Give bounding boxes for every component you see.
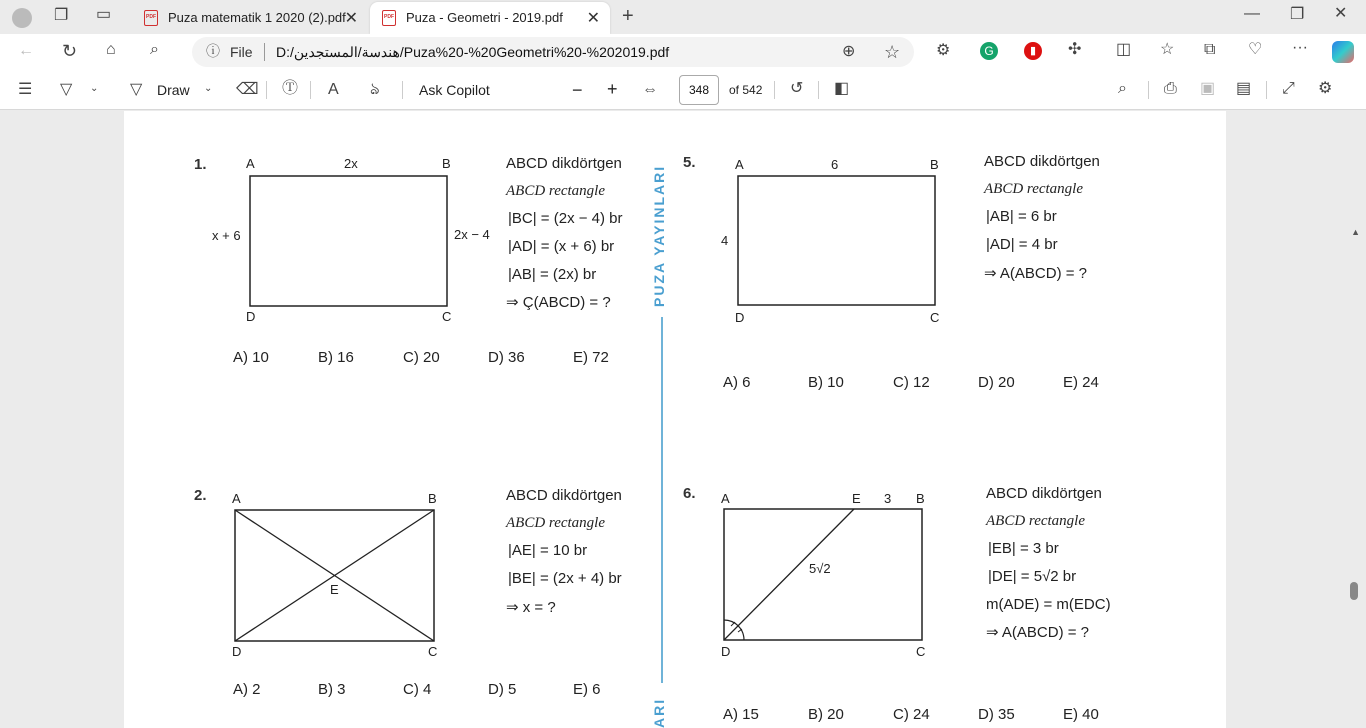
answer-option: A) 10 <box>233 349 269 366</box>
publisher-brand: PUZA YAYINLARI <box>651 164 667 307</box>
url-text[interactable]: D:/هندسة/المستجدين/Puza%20-%20Geometri%20-%202019.pdf <box>276 44 670 60</box>
answer-option: C) 4 <box>403 681 432 698</box>
answer-option: A) 2 <box>233 681 261 698</box>
collections-icon[interactable]: ⧉ <box>1204 41 1216 58</box>
question-text: |AD| = (x + 6) br <box>508 238 615 255</box>
answer-option: D) 35 <box>978 706 1015 723</box>
question-text: ABCD dikdörtgen <box>506 487 622 504</box>
question-text: ABCD dikdörtgen <box>506 155 622 172</box>
vertex-label: D <box>721 644 731 659</box>
answer-option: B) 20 <box>808 706 844 723</box>
vertex-label: C <box>916 644 926 659</box>
q1-rectangle-figure <box>249 175 449 307</box>
side-label: 2x <box>344 156 358 171</box>
side-label: 2x − 4 <box>454 227 490 242</box>
restore-icon[interactable]: ❐ <box>1290 6 1305 23</box>
answer-option: C) 12 <box>893 374 930 391</box>
q5-rectangle-figure <box>737 175 937 307</box>
question-text: |BE| = (2x + 4) br <box>508 570 622 587</box>
save-as-icon[interactable]: ▤ <box>1236 80 1252 97</box>
minimize-icon[interactable]: — <box>1244 5 1260 22</box>
vertex-label: C <box>442 309 452 324</box>
question-text: ABCD dikdörtgen <box>986 485 1102 502</box>
question-text: ABCD dikdörtgen <box>984 153 1100 170</box>
question-text: ⇒ Ç(ABCD) = ? <box>506 294 611 311</box>
diagonal-label: 5√2 <box>809 561 831 576</box>
highlight-icon[interactable]: ▽ <box>60 81 73 98</box>
tab-puza-matematik[interactable] <box>132 2 368 34</box>
page-number-input[interactable]: 348 <box>679 75 719 105</box>
back-icon[interactable]: ← <box>18 42 34 59</box>
vertex-label: E <box>330 582 339 597</box>
answer-option: E) 24 <box>1063 374 1099 391</box>
vertex-label: D <box>232 644 242 659</box>
vertex-label: B <box>442 156 451 171</box>
tab-bar <box>0 0 1366 34</box>
save-icon[interactable]: ▣ <box>1200 80 1216 97</box>
favorites-icon[interactable]: ☆ <box>1160 41 1175 58</box>
answer-option: B) 3 <box>318 681 346 698</box>
read-aloud-icon[interactable]: A <box>328 81 339 98</box>
question-number: 2. <box>194 487 207 504</box>
vertex-label: B <box>930 157 939 172</box>
question-text: |AB| = (2x) br <box>508 266 597 283</box>
vertex-label: C <box>428 644 438 659</box>
address-bar <box>0 34 1366 70</box>
question-text: ⇒ x = ? <box>506 599 556 616</box>
question-text: ABCD rectangle <box>506 183 606 199</box>
tab-title: Puza - Geometri - 2019.pdf <box>406 10 563 25</box>
extension-gear-icon[interactable]: ⚙ <box>936 42 951 59</box>
tab-actions-icon[interactable]: ▭ <box>96 6 112 23</box>
pdf-icon: PDF <box>144 10 158 26</box>
vertex-label: D <box>246 309 256 324</box>
column-divider <box>661 317 663 683</box>
vertex-label: C <box>930 310 940 325</box>
extensions-icon[interactable]: ✣ <box>1068 41 1082 58</box>
scrollbar-thumb[interactable] <box>1350 582 1358 600</box>
vertex-label: A <box>232 491 241 506</box>
question-text: |AD| = 4 br <box>986 236 1058 253</box>
print-icon[interactable]: ⎙ <box>1164 80 1177 97</box>
question-text: ABCD rectangle <box>506 515 606 531</box>
workspaces-icon[interactable]: ❐ <box>54 7 69 24</box>
adblock-icon[interactable]: ▮ <box>1024 42 1042 60</box>
chevron-down-icon[interactable]: ⌄ <box>204 83 213 94</box>
info-icon[interactable]: ⓘ <box>206 43 220 59</box>
question-number: 6. <box>683 485 696 502</box>
url-field[interactable] <box>192 37 914 67</box>
question-number: 5. <box>683 154 696 171</box>
new-tab-icon[interactable]: + <box>622 5 634 27</box>
zoom-in-button[interactable]: + <box>607 79 618 99</box>
side-label: 4 <box>721 233 729 248</box>
tab-puza-geometri[interactable] <box>370 2 610 34</box>
grammarly-icon[interactable]: G <box>980 42 998 60</box>
split-screen-icon[interactable]: ◫ <box>1116 41 1132 58</box>
contents-icon[interactable]: ☰ <box>18 81 33 98</box>
question-text: ⇒ A(ABCD) = ? <box>986 624 1090 641</box>
answer-option: D) 5 <box>488 681 517 698</box>
divider <box>402 81 403 99</box>
divider <box>774 81 775 99</box>
page-view-icon[interactable]: ◧ <box>834 80 850 97</box>
divider <box>310 81 311 99</box>
scroll-up-icon[interactable]: ▲ <box>1351 227 1360 237</box>
text-box-icon[interactable]: Ⓣ <box>282 80 299 97</box>
settings-icon[interactable]: ⚙ <box>1318 80 1333 97</box>
answer-option: D) 20 <box>978 374 1015 391</box>
question-text: |DE| = 5√2 br <box>988 568 1077 585</box>
ask-copilot-button[interactable]: Ask Copilot <box>419 82 490 98</box>
zoom-out-button[interactable]: − <box>572 80 583 100</box>
file-label: File <box>230 44 253 60</box>
question-text: |AB| = 6 br <box>986 208 1057 225</box>
vertex-label: B <box>428 491 437 506</box>
draw-icon[interactable]: ▽ <box>130 81 143 98</box>
zoom-icon[interactable]: ⊕ <box>842 43 856 60</box>
copilot-icon[interactable] <box>1332 41 1354 63</box>
answer-option: C) 20 <box>403 349 440 366</box>
home-icon[interactable]: ⌂ <box>106 41 116 58</box>
vertex-label: A <box>721 491 730 506</box>
question-text: ABCD rectangle <box>984 181 1084 197</box>
vertex-label: B <box>916 491 925 506</box>
refresh-icon[interactable]: ↻ <box>62 41 78 61</box>
vertex-label: A <box>246 156 255 171</box>
favorite-star-icon[interactable]: ☆ <box>884 42 901 62</box>
close-icon[interactable]: ✕ <box>344 10 358 27</box>
side-label: x + 6 <box>212 228 241 243</box>
pdf-toolbar <box>0 70 1366 110</box>
question-text: |AE| = 10 br <box>508 542 588 559</box>
fit-page-icon[interactable]: ⇔ <box>642 81 658 98</box>
vertex-label: A <box>735 157 744 172</box>
fullscreen-icon[interactable]: ⤢ <box>1282 80 1295 97</box>
divider <box>1148 81 1149 99</box>
answer-option: E) 72 <box>573 349 609 366</box>
question-text: |BC| = (2x − 4) br <box>508 210 623 227</box>
vertex-label: D <box>735 310 745 325</box>
question-text: ⇒ A(ABCD) = ? <box>984 265 1088 282</box>
divider <box>266 81 267 99</box>
question-text: |EB| = 3 br <box>988 540 1059 557</box>
vertex-label: E <box>852 491 861 506</box>
divider <box>264 43 265 61</box>
answer-option: C) 24 <box>893 706 930 723</box>
window-close-icon[interactable]: ✕ <box>1334 5 1348 22</box>
tab-title: Puza matematik 1 2020 (2).pdf <box>168 10 346 25</box>
question-text: ABCD rectangle <box>986 513 1086 529</box>
search-icon[interactable]: ⌕ <box>150 41 159 58</box>
chevron-down-icon[interactable]: ⌄ <box>90 83 99 94</box>
answer-option: E) 40 <box>1063 706 1099 723</box>
health-icon[interactable]: ♡ <box>1248 41 1263 58</box>
answer-option: A) 15 <box>723 706 759 723</box>
side-label: 3 <box>884 491 892 506</box>
question-text: m(ADE) = m(EDC) <box>986 596 1111 613</box>
page-total: of 542 <box>729 83 763 97</box>
divider <box>1266 81 1267 99</box>
q2-rectangle-figure <box>234 509 436 643</box>
answer-option: D) 36 <box>488 349 525 366</box>
publisher-brand-partial: ARI <box>651 697 667 728</box>
profile-icon[interactable] <box>12 8 32 28</box>
pdf-icon: PDF <box>382 10 396 26</box>
draw-button[interactable]: Draw <box>157 82 190 98</box>
answer-option: B) 16 <box>318 349 354 366</box>
side-label: 6 <box>831 157 839 172</box>
rotate-icon[interactable]: ↺ <box>790 80 804 97</box>
pdf-page <box>124 111 1226 728</box>
answer-option: A) 6 <box>723 374 751 391</box>
search-icon[interactable]: ⌕ <box>1118 80 1127 97</box>
more-icon[interactable]: ··· <box>1292 39 1308 56</box>
close-icon[interactable]: ✕ <box>586 10 600 27</box>
pdf-viewer[interactable] <box>0 111 1366 728</box>
question-number: 1. <box>194 156 207 173</box>
eraser-icon[interactable]: ⌫ <box>236 81 259 98</box>
translate-icon[interactable]: ঌ <box>370 81 380 98</box>
answer-option: B) 10 <box>808 374 844 391</box>
answer-option: E) 6 <box>573 681 601 698</box>
divider <box>818 81 819 99</box>
